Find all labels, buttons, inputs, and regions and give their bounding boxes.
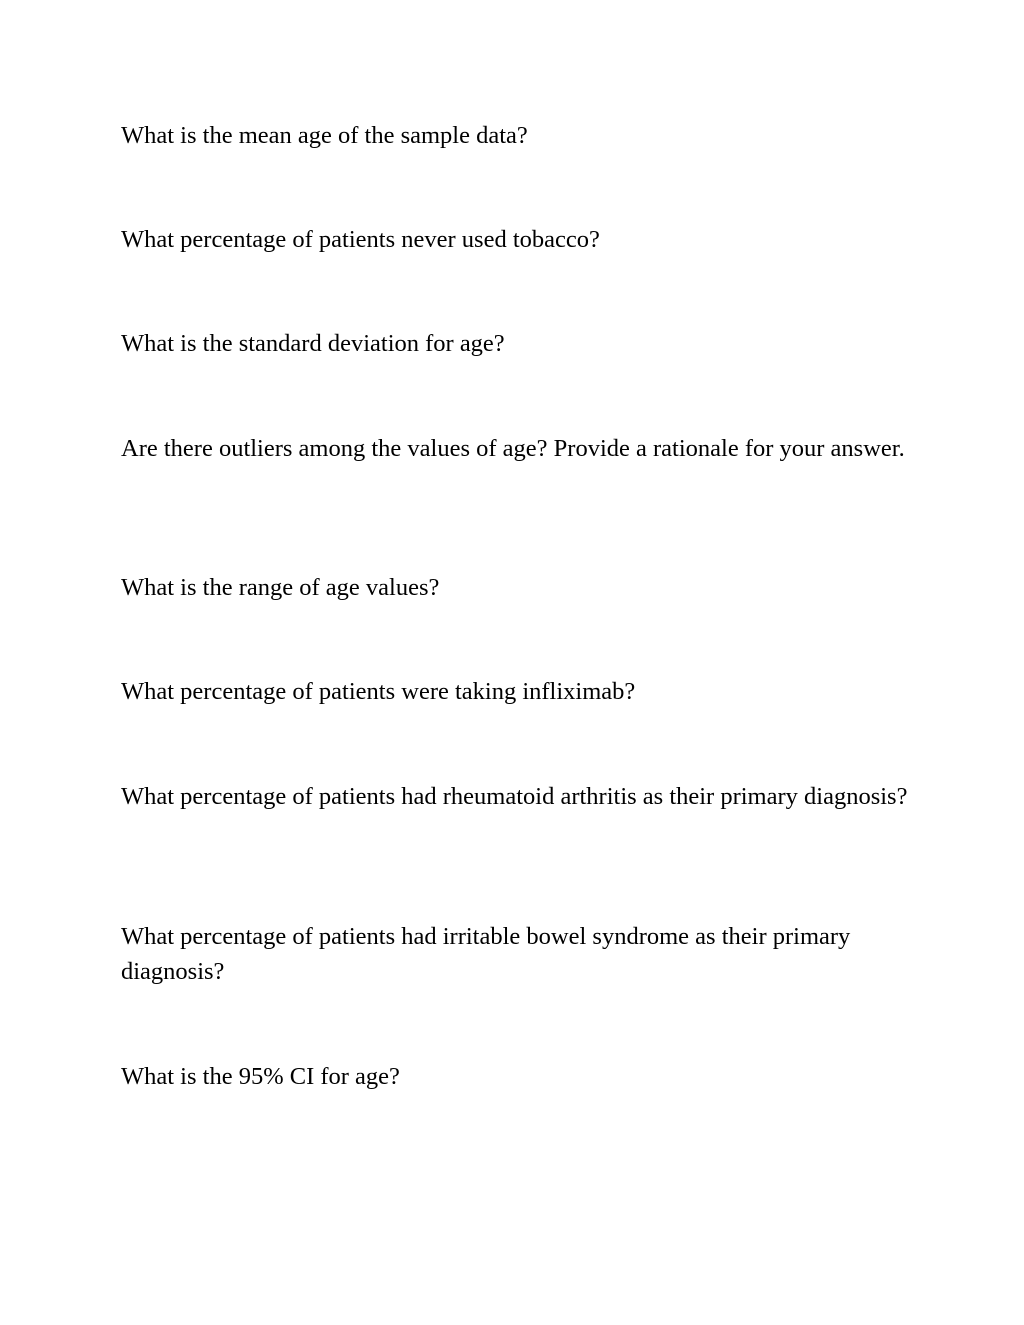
question-never-tobacco: What percentage of patients never used tobacco? [121,226,600,253]
question-mean-age: What is the mean age of the sample data? [121,122,528,149]
question-irritable-bowel: What percentage of patients had irritable bowel syndrome as their primary diagnosis? [121,923,851,985]
question-age-range: What is the range of age values? [121,574,440,601]
question-rheumatoid-arthritis: What percentage of patients had rheumatoid arthritis as their primary diagnosis? [121,783,908,810]
question-age-outliers: Are there outliers among the values of age? Provide a rationale for your answer. [121,435,905,462]
question-age-ci: What is the 95% CI for age? [121,1063,400,1090]
question-age-std-dev: What is the standard deviation for age? [121,330,505,357]
question-infliximab: What percentage of patients were taking infliximab? [121,678,636,705]
